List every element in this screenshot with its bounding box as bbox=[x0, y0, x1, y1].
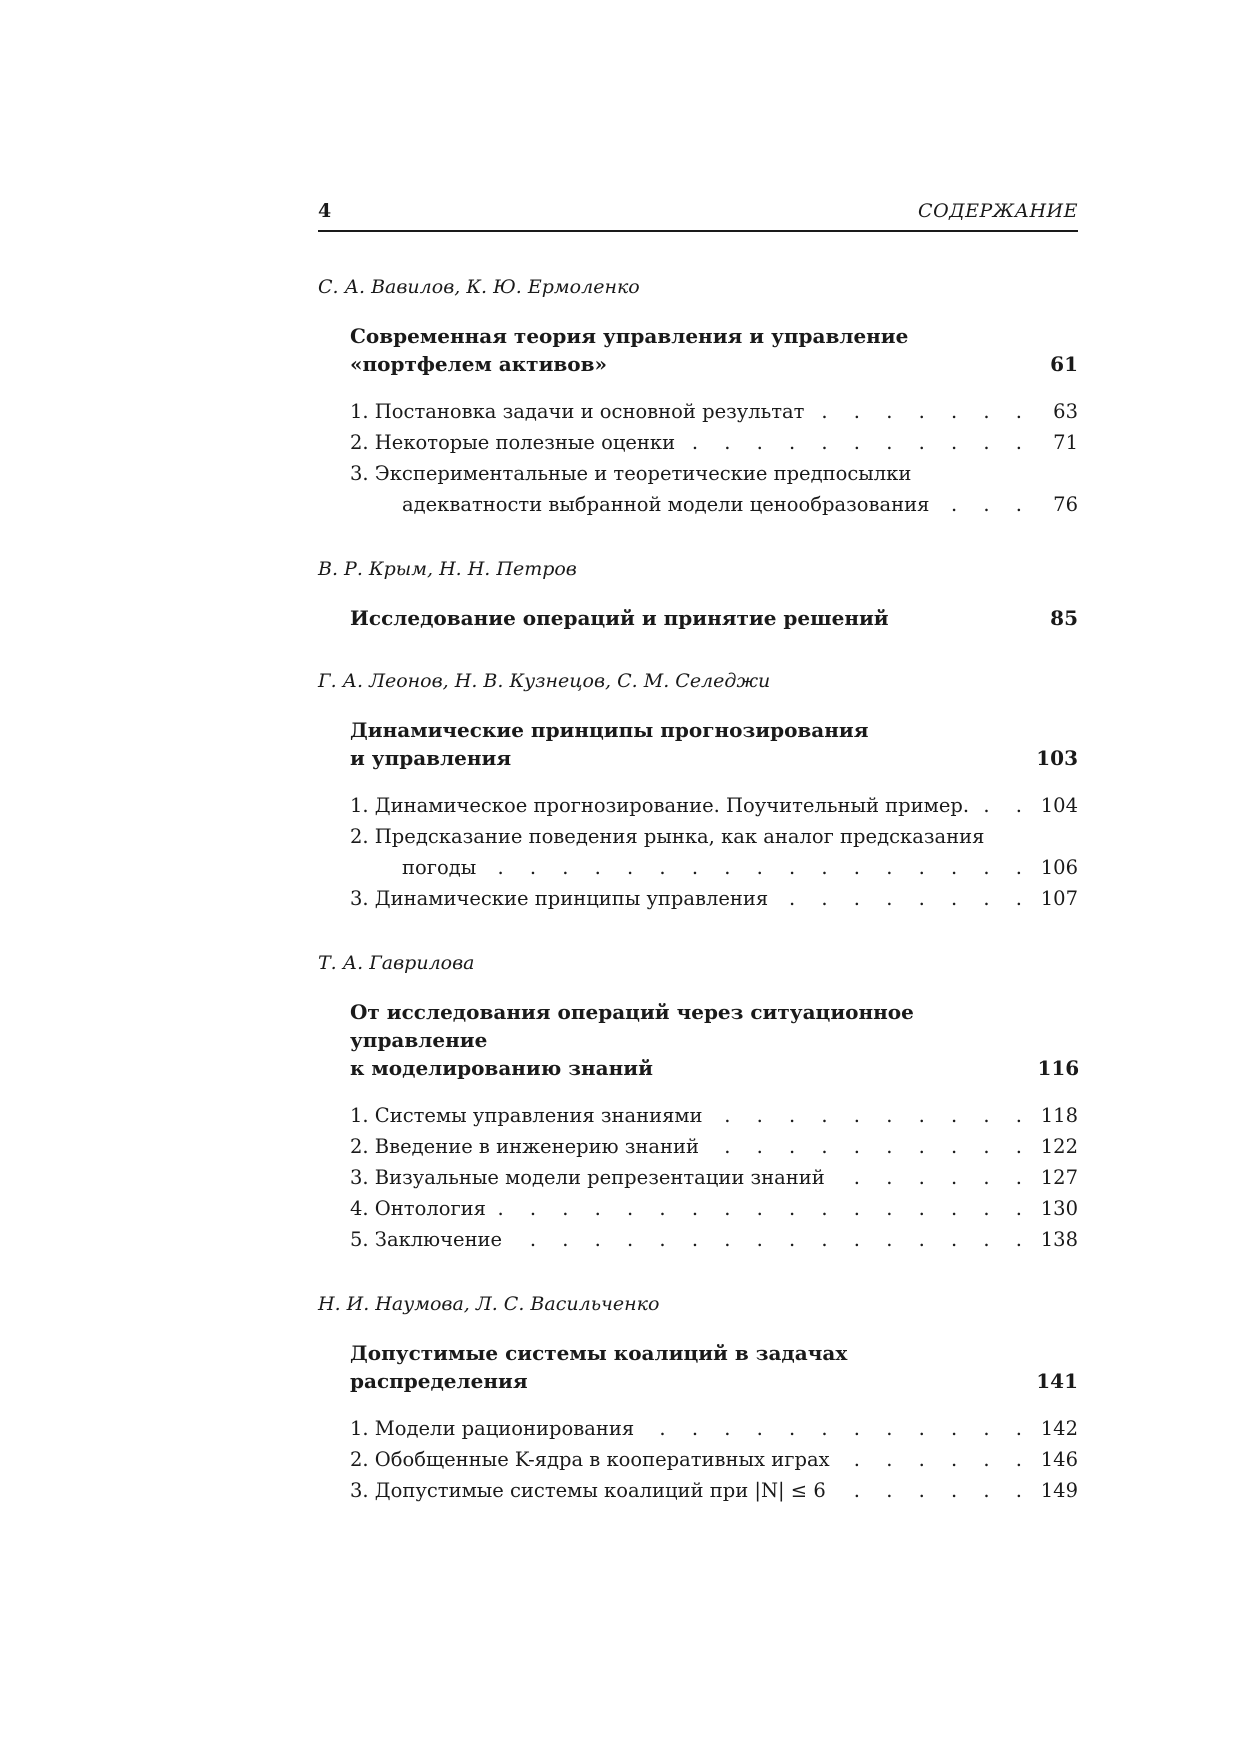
section-item[interactable] bbox=[350, 1475, 1078, 1506]
section-title-line: 3. Допустимые системы коалиций при |N| ≤ 6 bbox=[350, 1479, 826, 1502]
section-title-line: 3. Экспериментальные и теоретические предпосылки bbox=[350, 462, 912, 485]
section-leader-row bbox=[350, 489, 1078, 520]
dot-leader bbox=[685, 427, 1032, 458]
entry-title[interactable] bbox=[350, 716, 1078, 772]
section-item[interactable] bbox=[350, 1224, 1078, 1255]
section-leader-row bbox=[350, 1131, 1078, 1162]
section-page-number: 138 bbox=[1040, 1228, 1078, 1251]
dot-leader bbox=[835, 1162, 1032, 1193]
running-title: СОДЕРЖАНИЕ bbox=[918, 200, 1078, 222]
section-leader-row bbox=[350, 1413, 1078, 1444]
section-item[interactable] bbox=[350, 1100, 1078, 1131]
entry-title-line: Динамические принципы прогнозирования bbox=[350, 718, 869, 742]
dot-leader bbox=[713, 1100, 1032, 1131]
entry-title-line: и управления bbox=[350, 746, 512, 770]
section-title-line: 1. Постановка задачи и основной результат bbox=[350, 400, 805, 423]
entry-title-line: распределения bbox=[350, 1369, 528, 1393]
section-item[interactable] bbox=[350, 458, 1078, 520]
section-title-line: погоды bbox=[402, 856, 477, 879]
section-title-line: 1. Системы управления знаниями bbox=[350, 1104, 703, 1127]
dot-leader bbox=[939, 489, 1032, 520]
toc-entry bbox=[318, 668, 1078, 914]
section-title-line: адекватности выбранной модели ценообразования bbox=[402, 493, 930, 516]
section-item[interactable] bbox=[350, 1162, 1078, 1193]
section-title-line: 3. Визуальные модели репрезентации знаний bbox=[350, 1166, 825, 1189]
toc-entry bbox=[318, 274, 1078, 520]
section-list bbox=[350, 396, 1078, 520]
page-number: 4 bbox=[318, 200, 332, 222]
section-leader-row bbox=[350, 1475, 1078, 1506]
section-title-line: 1. Модели рационирования bbox=[350, 1417, 635, 1440]
section-title-line: 1. Динамическое прогнозирование. Поучительный пример. bbox=[350, 794, 970, 817]
section-page-number: 104 bbox=[1040, 794, 1078, 817]
dot-leader bbox=[512, 1224, 1032, 1255]
entry-authors: В. Р. Крым, Н. Н. Петров bbox=[318, 558, 577, 580]
dot-leader bbox=[486, 852, 1032, 883]
entry-page-number: 61 bbox=[1050, 352, 1078, 376]
section-page-number: 71 bbox=[1053, 431, 1078, 454]
section-item[interactable] bbox=[350, 1131, 1078, 1162]
section-page-number: 106 bbox=[1040, 856, 1078, 879]
section-page-number: 127 bbox=[1040, 1166, 1078, 1189]
section-list bbox=[350, 790, 1078, 914]
dot-leader bbox=[836, 1475, 1032, 1506]
section-page-number: 149 bbox=[1040, 1479, 1078, 1502]
section-title-line: 2. Введение в инженерию знаний bbox=[350, 1135, 700, 1158]
entry-title-line: Современная теория управления и управление bbox=[350, 324, 909, 348]
entry-page-number: 116 bbox=[1037, 1056, 1080, 1080]
entry-title-line: «портфелем активов» bbox=[350, 352, 608, 376]
section-leader-row bbox=[350, 852, 1078, 883]
dot-leader bbox=[778, 883, 1032, 914]
section-page-number: 142 bbox=[1040, 1417, 1078, 1440]
section-leader-row bbox=[350, 1100, 1078, 1131]
entry-title[interactable] bbox=[350, 322, 1078, 378]
section-item[interactable] bbox=[350, 821, 1078, 883]
entry-title-lines bbox=[350, 716, 869, 772]
dot-leader bbox=[496, 1193, 1032, 1224]
entry-title[interactable] bbox=[350, 1339, 1078, 1395]
entry-page-number: 85 bbox=[1050, 606, 1078, 630]
section-page-number: 122 bbox=[1040, 1135, 1078, 1158]
section-leader-row bbox=[350, 396, 1078, 427]
section-leader-row bbox=[350, 1444, 1078, 1475]
section-title-line: 2. Обобщенные K-ядра в кооперативных играх bbox=[350, 1448, 830, 1471]
entry-title-line: к моделированию знаний bbox=[350, 1056, 653, 1080]
entry-title[interactable] bbox=[350, 604, 1078, 632]
section-item[interactable] bbox=[350, 790, 1078, 821]
section-leader-row bbox=[350, 790, 1078, 821]
entry-title-lines bbox=[350, 998, 1037, 1082]
section-item[interactable] bbox=[350, 427, 1078, 458]
section-list bbox=[350, 1100, 1078, 1255]
section-title-line: 2. Некоторые полезные оценки bbox=[350, 431, 676, 454]
section-page-number: 107 bbox=[1040, 887, 1078, 910]
entry-title-line: Допустимые системы коалиций в задачах bbox=[350, 1341, 848, 1365]
section-item[interactable] bbox=[350, 1413, 1078, 1444]
section-page-number: 118 bbox=[1040, 1104, 1078, 1127]
dot-leader bbox=[644, 1413, 1032, 1444]
dot-leader bbox=[814, 396, 1032, 427]
entry-authors: Г. А. Леонов, Н. В. Кузнецов, С. М. Селеджи bbox=[318, 670, 771, 692]
section-leader-row bbox=[350, 427, 1078, 458]
running-head bbox=[318, 200, 1078, 232]
entry-title[interactable] bbox=[350, 998, 1078, 1082]
toc-entry bbox=[318, 556, 1078, 632]
section-title-line: 3. Динамические принципы управления bbox=[350, 887, 769, 910]
entry-title-lines bbox=[350, 604, 889, 632]
entry-title-lines bbox=[350, 322, 908, 378]
entry-page-number: 103 bbox=[1036, 746, 1078, 770]
entry-authors: Н. И. Наумова, Л. С. Васильченко bbox=[318, 1293, 660, 1315]
entry-authors: С. А. Вавилов, К. Ю. Ермоленко bbox=[318, 276, 640, 298]
dot-leader bbox=[840, 1444, 1032, 1475]
section-page-number: 76 bbox=[1053, 493, 1078, 516]
section-page-number: 146 bbox=[1040, 1448, 1078, 1471]
section-leader-row bbox=[350, 1162, 1078, 1193]
section-item[interactable] bbox=[350, 1193, 1078, 1224]
section-page-number: 63 bbox=[1053, 400, 1078, 423]
section-item[interactable] bbox=[350, 1444, 1078, 1475]
entry-page-number: 141 bbox=[1036, 1369, 1078, 1393]
section-leader-row bbox=[350, 1224, 1078, 1255]
dot-leader bbox=[709, 1131, 1032, 1162]
entry-authors: Т. А. Гаврилова bbox=[318, 952, 475, 974]
toc-entries bbox=[318, 274, 1078, 1506]
entry-title-line: Исследование операций и принятие решений bbox=[350, 606, 889, 630]
section-list bbox=[350, 1413, 1078, 1506]
section-leader-row bbox=[350, 883, 1078, 914]
section-item[interactable] bbox=[350, 396, 1078, 427]
section-leader-row bbox=[350, 1193, 1078, 1224]
section-title-line: 4. Онтология bbox=[350, 1197, 486, 1220]
section-title-line: 5. Заключение bbox=[350, 1228, 503, 1251]
section-page-number: 130 bbox=[1040, 1197, 1078, 1220]
section-item[interactable] bbox=[350, 883, 1078, 914]
toc-page bbox=[318, 200, 1078, 1506]
entry-title-line: От исследования операций через ситуационное управление bbox=[350, 1000, 914, 1052]
entry-title-lines bbox=[350, 1339, 847, 1395]
section-title-line: 2. Предсказание поведения рынка, как аналог предсказания bbox=[350, 825, 985, 848]
toc-entry bbox=[318, 950, 1078, 1255]
toc-entry bbox=[318, 1291, 1078, 1506]
dot-leader bbox=[979, 790, 1032, 821]
